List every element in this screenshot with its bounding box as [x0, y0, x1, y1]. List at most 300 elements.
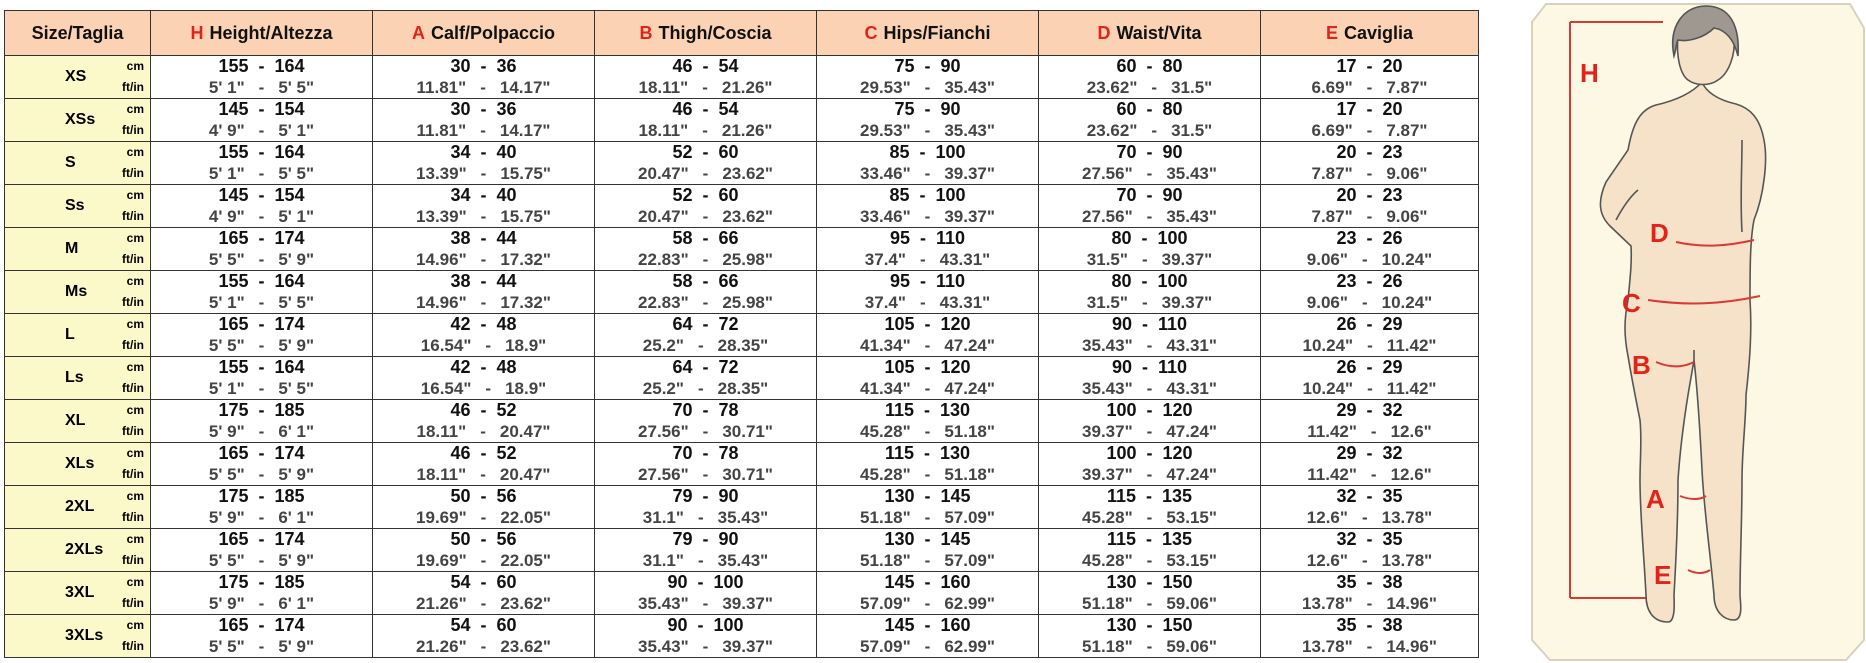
cm-max: 90 [940, 56, 961, 76]
cm-range [817, 400, 1038, 421]
size-label [5, 529, 151, 572]
in-min: 7.87" [1311, 164, 1353, 183]
in-max: 35.43" [944, 121, 995, 140]
cm-min: 115 [1106, 486, 1136, 506]
size-label [5, 615, 151, 658]
size-label [5, 486, 151, 529]
range-separator: - [697, 551, 704, 570]
in-min: 27.56" [638, 465, 689, 484]
in-min: 35.43" [638, 594, 689, 613]
cm-min: 175 [218, 486, 249, 506]
cm-range [595, 443, 816, 464]
in-max: 28.35" [717, 336, 769, 355]
range-separator: - [1141, 228, 1148, 248]
range-separator: - [258, 594, 265, 613]
cm-range [1261, 99, 1478, 120]
header-row [5, 11, 1479, 56]
header-h [151, 11, 373, 56]
range-separator: - [1366, 529, 1373, 549]
unit-labels [95, 99, 150, 141]
cm-range [373, 56, 594, 77]
in-min: 37.4" [864, 293, 906, 312]
unit-ftin: ft/in [122, 596, 144, 610]
in-max: 57.09" [944, 508, 995, 527]
in-max: 18.9" [505, 336, 547, 355]
inch-range [1261, 636, 1478, 657]
in-min: 5' 1" [208, 78, 245, 97]
cm-range [1261, 228, 1478, 249]
size-cell-wrap [35, 486, 150, 528]
range-separator: - [702, 486, 709, 506]
range-separator: - [697, 379, 704, 398]
inch-range [595, 335, 816, 356]
cm-min: 175 [218, 400, 249, 420]
in-max: 53.15" [1166, 508, 1217, 527]
in-min: 6.69" [1311, 78, 1353, 97]
inch-range [817, 120, 1038, 141]
measurement-cell [151, 142, 373, 185]
cm-max: 110 [935, 228, 966, 248]
range-separator: - [258, 271, 265, 291]
range-separator: - [1366, 228, 1373, 248]
cm-min: 115 [884, 400, 914, 420]
cm-min: 32 [1336, 486, 1357, 506]
cm-range [817, 357, 1038, 378]
inch-range [151, 120, 372, 141]
measurement-cell [1261, 314, 1479, 357]
range-separator: - [919, 185, 926, 205]
cm-min: 100 [1106, 443, 1137, 463]
size-name: 3XL [65, 584, 95, 601]
range-separator: - [1146, 56, 1153, 76]
cm-max: 120 [1162, 443, 1193, 463]
in-min: 41.34" [860, 379, 911, 398]
range-separator: - [924, 207, 931, 226]
range-separator: - [702, 594, 709, 613]
range-separator: - [924, 572, 931, 592]
cm-range [817, 271, 1038, 292]
range-separator: - [480, 293, 487, 312]
measurement-cell [817, 185, 1039, 228]
measurement-cell [151, 443, 373, 486]
cm-range [373, 99, 594, 120]
unit-labels [92, 142, 150, 184]
range-separator: - [480, 551, 487, 570]
cm-min: 38 [450, 271, 471, 291]
cm-range [151, 142, 372, 163]
range-separator: - [1141, 293, 1148, 312]
measurement-cell [373, 228, 595, 271]
size-label [5, 185, 151, 228]
cm-max: 36 [496, 99, 517, 119]
cm-range [817, 99, 1038, 120]
range-separator: - [702, 422, 709, 441]
in-min: 13.39" [416, 164, 467, 183]
cm-range [151, 99, 372, 120]
cm-range [373, 185, 594, 206]
in-min: 27.56" [1082, 207, 1133, 226]
in-min: 18.11" [638, 121, 689, 140]
cm-max: 35 [1382, 529, 1403, 549]
size-cell-wrap [35, 99, 150, 141]
range-separator: - [702, 142, 709, 162]
range-separator: - [480, 185, 487, 205]
cm-min: 58 [672, 271, 693, 291]
range-separator: - [919, 293, 926, 312]
inch-range [1039, 593, 1260, 614]
range-separator: - [924, 121, 931, 140]
measurement-cell [373, 615, 595, 658]
in-min: 21.26" [416, 594, 467, 613]
inch-range [1261, 163, 1478, 184]
in-max: 43.31" [939, 293, 991, 312]
inch-range [1261, 206, 1478, 227]
header-label: Thigh/Coscia [658, 22, 772, 43]
range-separator: - [258, 400, 265, 420]
range-separator: - [702, 465, 709, 484]
inch-range [151, 550, 372, 571]
cm-range [151, 228, 372, 249]
unit-cm: cm [126, 446, 144, 460]
range-separator: - [924, 637, 931, 656]
range-separator: - [1146, 443, 1153, 463]
size-label [5, 572, 151, 615]
range-separator: - [1366, 271, 1373, 291]
cm-min: 165 [218, 529, 249, 549]
inch-range [151, 507, 372, 528]
range-separator: - [480, 121, 486, 140]
in-max: 30.71" [722, 465, 773, 484]
in-max: 18.9" [505, 379, 547, 398]
inch-range [595, 120, 816, 141]
cm-range [1261, 572, 1478, 593]
measurement-cell [595, 357, 817, 400]
in-min: 5' 1" [208, 379, 245, 398]
unit-ftin: ft/in [122, 252, 144, 266]
header-letter: B [639, 22, 653, 43]
range-separator: - [924, 56, 931, 76]
cm-min: 23 [1336, 228, 1357, 248]
cm-min: 46 [672, 99, 693, 119]
in-min: 23.62" [1086, 78, 1138, 97]
cm-range [373, 529, 594, 550]
unit-labels [103, 615, 150, 657]
table-row [5, 529, 1479, 572]
range-separator: - [702, 99, 709, 119]
cm-max: 130 [940, 400, 971, 420]
header-b [595, 11, 817, 56]
measurement-cell [373, 99, 595, 142]
measurement-cell [1261, 615, 1479, 658]
cm-range [595, 572, 816, 593]
measurement-cell [595, 400, 817, 443]
range-separator: - [1146, 529, 1152, 549]
range-separator: - [1146, 572, 1153, 592]
cm-max: 48 [496, 357, 517, 377]
in-max: 11.42" [1386, 379, 1437, 398]
measurement-cell [1039, 529, 1261, 572]
in-min: 51.18" [1082, 594, 1133, 613]
cm-min: 38 [450, 228, 471, 248]
cm-range [151, 314, 372, 335]
cm-min: 52 [672, 185, 693, 205]
inch-range [1039, 77, 1260, 98]
size-name: XSs [65, 111, 96, 128]
cm-min: 54 [450, 572, 471, 592]
in-max: 5' 9" [278, 551, 315, 570]
range-separator: - [924, 465, 931, 484]
range-separator: - [258, 207, 265, 226]
range-separator: - [480, 422, 486, 441]
in-max: 9.06" [1386, 164, 1428, 183]
cm-min: 70 [672, 443, 693, 463]
header-label: Waist/Vita [1116, 22, 1202, 43]
cm-range [151, 185, 372, 206]
size-label [5, 228, 151, 271]
measurement-cell [151, 56, 373, 99]
in-min: 18.11" [416, 465, 467, 484]
table-row [5, 615, 1479, 658]
cm-range [817, 486, 1038, 507]
range-separator: - [1146, 379, 1153, 398]
inch-range [595, 292, 816, 313]
in-max: 31.5" [1171, 121, 1213, 140]
in-max: 22.05" [500, 508, 551, 527]
body-measurement-figure [1528, 0, 1866, 663]
range-separator: - [1366, 357, 1373, 377]
cm-min: 70 [1116, 185, 1137, 205]
range-separator: - [480, 400, 487, 420]
measurement-cell [1039, 486, 1261, 529]
unit-cm: cm [126, 231, 144, 245]
in-min: 23.62" [1086, 121, 1138, 140]
measurement-cell [595, 228, 817, 271]
in-min: 35.43" [638, 637, 689, 656]
in-max: 13.78" [1381, 508, 1433, 527]
cm-max: 23 [1382, 185, 1403, 205]
measurement-cell [373, 357, 595, 400]
in-min: 14.96" [416, 293, 467, 312]
measurement-cell [151, 400, 373, 443]
in-min: 51.18" [860, 508, 911, 527]
measurement-cell [595, 56, 817, 99]
range-separator: - [702, 207, 709, 226]
range-separator: - [480, 314, 487, 334]
cm-max: 164 [274, 56, 305, 76]
cm-range [1039, 529, 1260, 550]
range-separator: - [1146, 207, 1153, 226]
in-min: 45.28" [860, 465, 911, 484]
measurement-cell [1039, 271, 1261, 314]
in-max: 12.6" [1390, 465, 1432, 484]
in-max: 5' 5" [278, 379, 315, 398]
in-max: 12.6" [1390, 422, 1432, 441]
measurement-cell [373, 314, 595, 357]
range-separator: - [480, 56, 487, 76]
range-separator: - [258, 637, 265, 656]
range-separator: - [1366, 207, 1373, 226]
cm-range [151, 56, 372, 77]
range-separator: - [1361, 250, 1368, 269]
cm-range [1039, 99, 1260, 120]
table-row [5, 314, 1479, 357]
label-C: C [1622, 288, 1641, 318]
cm-max: 154 [274, 99, 305, 119]
size-chart-table [4, 10, 1479, 658]
size-label [5, 99, 151, 142]
inch-range [1039, 206, 1260, 227]
cm-range [595, 615, 816, 636]
measurement-cell [1039, 443, 1261, 486]
range-separator: - [480, 164, 487, 183]
in-min: 16.54" [420, 379, 472, 398]
header-c [817, 11, 1039, 56]
label-D: D [1650, 218, 1669, 248]
in-max: 43.31" [939, 250, 991, 269]
in-min: 11.42" [1307, 422, 1357, 441]
inch-range [817, 464, 1038, 485]
range-separator: - [258, 293, 265, 312]
cm-min: 64 [672, 314, 693, 334]
inch-range [817, 378, 1038, 399]
range-separator: - [702, 357, 709, 377]
in-min: 18.11" [416, 422, 467, 441]
in-min: 13.78" [1302, 637, 1353, 656]
range-separator: - [480, 228, 487, 248]
size-cell-wrap [35, 271, 150, 313]
in-min: 5' 5" [208, 637, 245, 656]
range-separator: - [258, 164, 265, 183]
in-min: 16.54" [420, 336, 472, 355]
range-separator: - [258, 78, 265, 97]
in-min: 4' 9" [208, 121, 245, 140]
cm-max: 174 [274, 529, 305, 549]
size-name: XLs [65, 455, 95, 472]
size-cell-wrap [35, 142, 150, 184]
header-letter: C [864, 22, 878, 43]
inch-range [1261, 378, 1478, 399]
inch-range [151, 636, 372, 657]
cm-max: 90 [1162, 185, 1183, 205]
range-separator: - [919, 271, 926, 291]
cm-range [1261, 314, 1478, 335]
cm-range [595, 486, 816, 507]
range-separator: - [1361, 508, 1368, 527]
range-separator: - [1366, 56, 1373, 76]
in-min: 25.2" [642, 336, 684, 355]
in-min: 7.87" [1311, 207, 1353, 226]
inch-range [373, 292, 594, 313]
range-separator: - [702, 78, 708, 97]
cm-max: 120 [940, 357, 971, 377]
cm-min: 29 [1336, 400, 1357, 420]
range-separator: - [1146, 465, 1153, 484]
cm-min: 17 [1336, 99, 1357, 119]
cm-min: 90 [667, 572, 688, 592]
size-label [5, 400, 151, 443]
header-label: Calf/Polpaccio [430, 22, 556, 43]
in-max: 39.37" [944, 164, 995, 183]
unit-ftin: ft/in [122, 123, 144, 137]
table-row [5, 228, 1479, 271]
header-label: Hips/Fianchi [883, 22, 991, 43]
cm-min: 130 [1106, 572, 1137, 592]
cm-range [1261, 142, 1478, 163]
cm-min: 60 [1116, 99, 1137, 119]
in-max: 57.09" [944, 551, 995, 570]
in-max: 6' 1" [278, 508, 315, 527]
label-A: A [1646, 484, 1665, 514]
cm-min: 35 [1336, 572, 1357, 592]
inch-range [1261, 464, 1478, 485]
cm-range [595, 314, 816, 335]
in-max: 25.98" [722, 293, 773, 312]
cm-min: 165 [218, 615, 249, 635]
inch-range [151, 249, 372, 270]
inch-range [1039, 464, 1260, 485]
in-max: 5' 1" [278, 207, 315, 226]
size-cell-wrap [35, 615, 150, 657]
measurement-cell [595, 99, 817, 142]
range-separator: - [480, 271, 487, 291]
cm-max: 80 [1162, 56, 1183, 76]
cm-max: 90 [718, 529, 739, 549]
cm-max: 100 [935, 142, 966, 162]
cm-max: 20 [1382, 99, 1403, 119]
range-separator: - [1366, 594, 1373, 613]
unit-cm: cm [126, 102, 144, 116]
cm-min: 90 [667, 615, 688, 635]
in-max: 35.43" [1166, 207, 1217, 226]
in-max: 23.62" [500, 637, 551, 656]
in-min: 29.53" [860, 78, 911, 97]
label-E: E [1654, 560, 1672, 590]
cm-min: 54 [450, 615, 471, 635]
measurement-cell [1039, 99, 1261, 142]
range-separator: - [485, 379, 492, 398]
cm-min: 23 [1336, 271, 1357, 291]
in-min: 51.18" [860, 551, 911, 570]
cm-min: 130 [1106, 615, 1137, 635]
in-min: 35.43" [1082, 379, 1133, 398]
header-e [1261, 11, 1479, 56]
cm-range [1261, 529, 1478, 550]
cm-range [373, 615, 594, 636]
range-separator: - [1141, 357, 1148, 377]
table-row [5, 185, 1479, 228]
cm-max: 56 [496, 529, 517, 549]
cm-min: 115 [884, 443, 914, 463]
in-max: 43.31" [1166, 336, 1217, 355]
range-separator: - [258, 336, 265, 355]
in-min: 11.81" [416, 121, 467, 140]
cm-max: 174 [274, 314, 305, 334]
in-min: 10.24" [1302, 336, 1354, 355]
measurement-cell [151, 529, 373, 572]
in-max: 14.96" [1386, 594, 1437, 613]
in-max: 5' 1" [278, 121, 315, 140]
size-cell-wrap [35, 529, 150, 571]
range-separator: - [919, 142, 926, 162]
cm-min: 35 [1336, 615, 1357, 635]
range-separator: - [702, 121, 708, 140]
in-max: 17.32" [500, 250, 551, 269]
range-separator: - [1367, 379, 1373, 398]
range-separator: - [480, 615, 487, 635]
cm-range [1039, 357, 1260, 378]
unit-labels [94, 572, 150, 614]
range-separator: - [1366, 99, 1373, 119]
